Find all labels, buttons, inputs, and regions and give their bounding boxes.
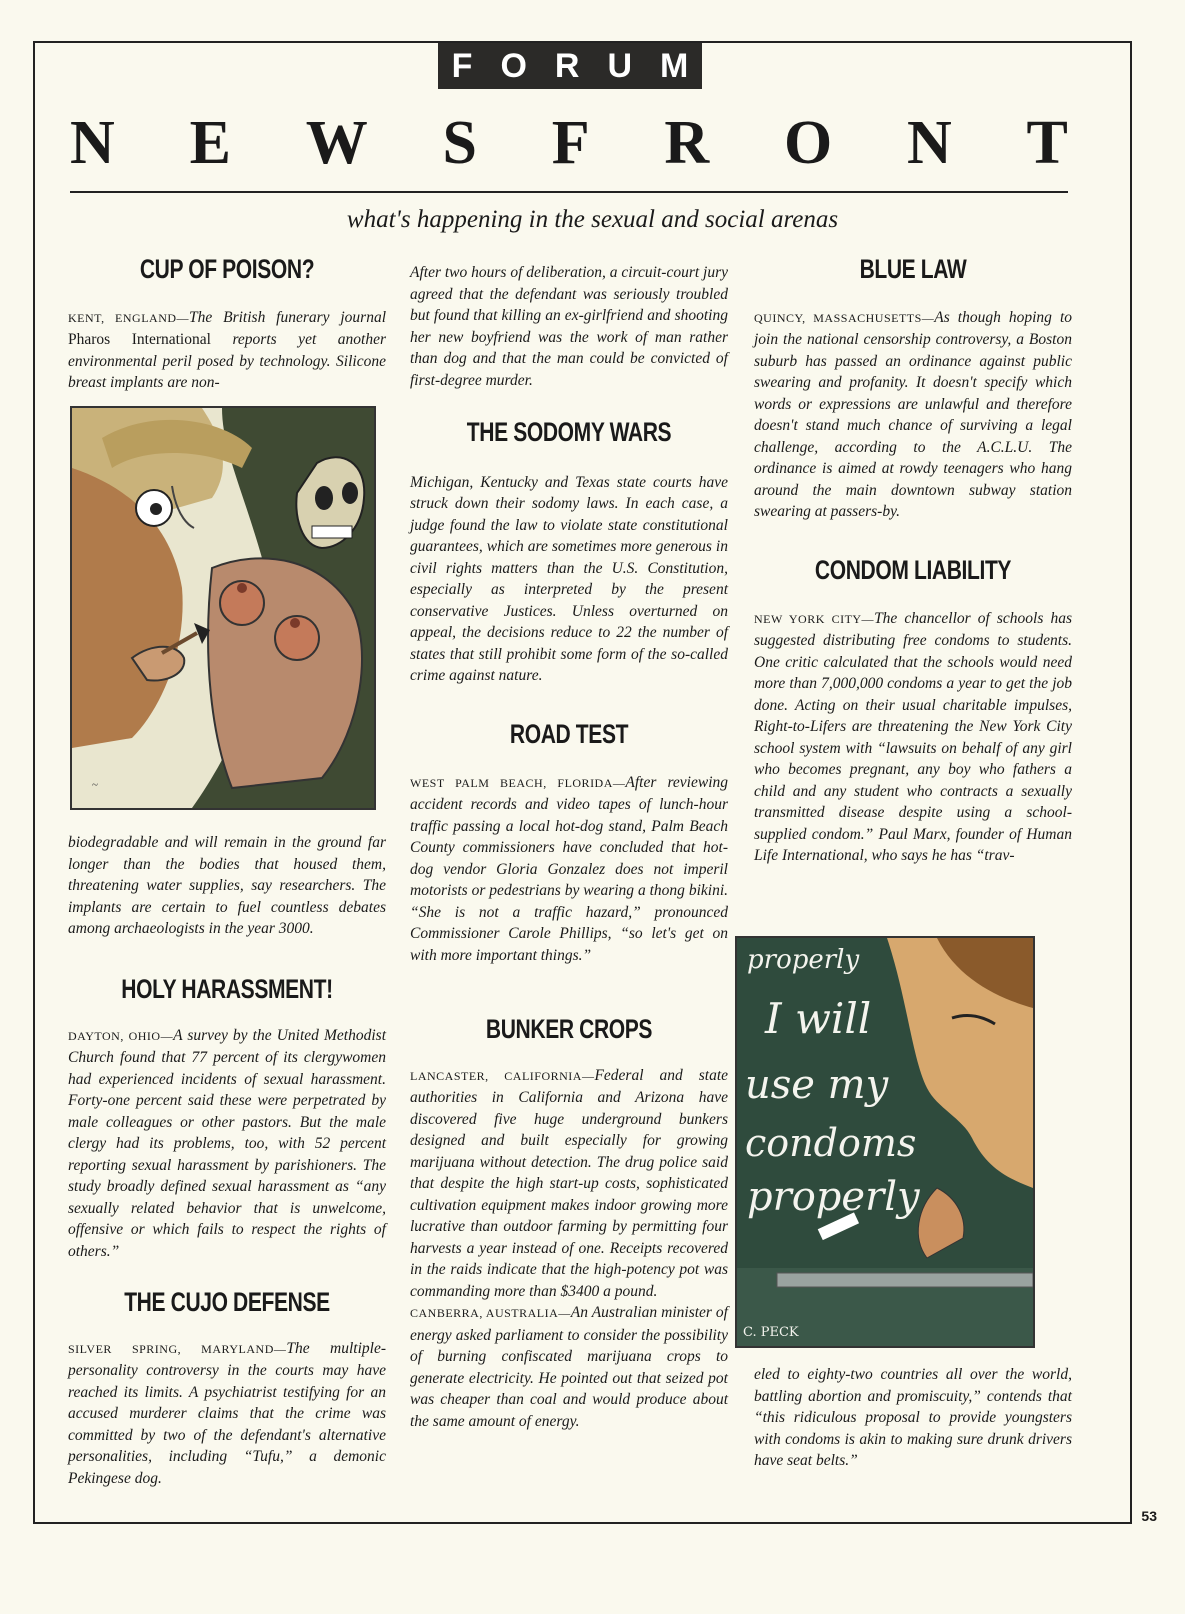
headline: ROAD TEST xyxy=(509,719,629,749)
article-text: After two hours of deliberation, a circuit-court jury agreed that the defendant was seriously troubled but found that killing an ex-girlfriend and shooting her new boyfriend was the work of man rather than dog and that the man could be convicted of first-degree murder. xyxy=(410,264,729,389)
headline: BUNKER CROPS xyxy=(485,1014,653,1044)
article-cup-of-poison xyxy=(68,255,386,394)
masthead-letter: N xyxy=(906,109,952,177)
masthead-letter: S xyxy=(442,109,477,177)
publication-name: Pharos International xyxy=(68,331,211,349)
masthead-letter: W xyxy=(305,109,368,177)
forum-section-tab: FORUM xyxy=(438,43,702,89)
article-text: DAYTON, OHIO—A survey by the United Methodist Church found that 77 percent of its clergywomen had experienced incidents of sexual harassment. Forty-one percent said these were perpetrated by male colleagues or other pastors. But the male clergy had its problems, too, with 52 percent reporting sexual harassment by parishioners. The study broadly defined sexual harassment as “any sexually related behavior that is unwelcome, offensive or which fails to respect the rights of others.” xyxy=(68,1026,386,1260)
chalk-line-5: properly xyxy=(747,1174,920,1220)
dateline: NEW YORK CITY— xyxy=(754,611,875,626)
implant-illustration xyxy=(70,406,376,810)
newsfront-masthead xyxy=(70,109,1068,177)
masthead-letter: F xyxy=(551,109,590,177)
masthead-letter: O xyxy=(783,109,833,177)
masthead-letter: N xyxy=(70,109,115,177)
article-text: biodegradable and will remain in the ground far longer than the bodies that housed them, threatening water supplies, say researchers. The implants are certain to fuel countless debates among archaeologists in the year 3000. xyxy=(68,834,386,937)
masthead-letter: T xyxy=(1026,109,1068,177)
article-blue-law xyxy=(754,255,1072,523)
article-text: SILVER SPRING, MARYLAND—The multiple-personality controversy in the courts may have reached its limits. A psychiatrist testifying for an accused murderer claims that the crime was committed by two of the defendant's alternative personalities, including “Tufu,” a demonic Pekingese dog. xyxy=(68,1339,386,1487)
dateline: LANCASTER, CALIFORNIA— xyxy=(410,1068,595,1083)
headline: HOLY HARASSMENT! xyxy=(121,974,333,1004)
article-text: KENT, ENGLAND—The British funerary journal Pharos International reports yet another environmental peril posed by technology. Silicone breast implants are non- xyxy=(68,308,386,392)
artist-signature: C. PECK xyxy=(743,1325,799,1340)
tagline: what's happening in the sexual and social arenas xyxy=(346,206,839,233)
article-sodomy-wars xyxy=(410,418,728,687)
article-bunker-crops xyxy=(410,1015,728,1432)
headline: THE CUJO DEFENSE xyxy=(124,1287,330,1317)
article-text: Michigan, Kentucky and Texas state courts have struck down their sodomy laws. In each case, a judge found the law to violate state constitutional guarantees, which are sometimes more generous in civil rights matters than the U.S. Constitution, especially as interpreted by the present conservative Justices. Unless overturned on appeal, the decisions reduce to 22 the number of states that still prohibit some form of the so-called crime against nature. xyxy=(410,473,728,685)
article-cujo-defense xyxy=(68,1288,386,1489)
article-cujo-defense-continued xyxy=(410,262,728,391)
masthead-letter: R xyxy=(664,109,710,177)
dateline: DAYTON, OHIO— xyxy=(68,1028,174,1043)
masthead-letter: E xyxy=(189,109,231,177)
dateline: WEST PALM BEACH, FLORIDA— xyxy=(410,775,626,790)
chalk-line-3: use my xyxy=(745,1062,889,1108)
chalk-line-1: properly xyxy=(747,945,860,975)
headline: CONDOM LIABILITY xyxy=(814,555,1012,585)
article-text: eled to eighty-two countries all over the world, battling abortion and promiscuity,” contends that “this ridiculous proposal to provide youngsters with condoms is akin to making sure drunk drivers have seat belts.” xyxy=(754,1366,1072,1469)
article-cup-of-poison-continued xyxy=(68,832,386,940)
article-text: LANCASTER, CALIFORNIA—Federal and state authorities in California and Arizona have discovered five huge underground bunkers designed and built especially for growing marijuana without detection. The drug police said that despite the high start-up costs, sophisticated cultivation equipment makes indoor growing more lucrative than outdoor farming by permitting four harvests a year instead of one. Receipts recovered in the raids indicate that the high-potency pot was commanding more than $3400 a pound. xyxy=(410,1066,729,1300)
headline: CUP OF POISON? xyxy=(139,254,315,284)
article-text: CANBERRA, AUSTRALIA—An Australian minister of energy asked parliament to consider the possibility of burning confiscated marijuana crops to generate electricity. He pointed out that seized pot was cheaper than coal and would produce about the same amount of energy. xyxy=(410,1304,728,1430)
dateline: QUINCY, MASSACHUSETTS— xyxy=(754,310,935,325)
article-text: NEW YORK CITY—The chancellor of schools has suggested distributing free condoms to students. One critic calculated that the schools would need more than 7,000,000 condoms a year to get the job done. Acting on their usual charitable impulses, Right-to-Lifers are threatening the New York City school system with “lawsuits on behalf of any girl who becomes pregnant, any boy who fathers a child and any student who contracts a sexually transmitted disease despite using a school-supplied condom.” Paul Marx, founder of Human Life International, who says he has “trav- xyxy=(754,609,1072,865)
chalk-line-2: I will xyxy=(765,994,872,1043)
chalkboard-illustration xyxy=(735,936,1035,1348)
masthead-rule xyxy=(70,191,1068,193)
headline: THE SODOMY WARS xyxy=(466,417,672,447)
article-holy-harassment xyxy=(68,975,386,1262)
page-number: 53 xyxy=(1141,1508,1157,1524)
article-condom-liability-continued xyxy=(754,1364,1072,1472)
article-text: WEST PALM BEACH, FLORIDA—After reviewing accident records and video tapes of lunch-hour traffic passing a local hot-dog stand, Palm Beach County commissioners have concluded that hot-dog vendor Gloria Gonzalez does not imperil motorists or pedestrians by wearing a thong bikini. “She is not a traffic hazard,” pronounced Commissioner Carole Phillips, “so let's get on with more important things.” xyxy=(410,773,729,964)
dateline: CANBERRA, AUSTRALIA— xyxy=(410,1306,571,1321)
article-road-test xyxy=(410,720,728,966)
article-condom-liability xyxy=(754,556,1072,867)
chalk-line-4: condoms xyxy=(745,1121,917,1165)
article-text: QUINCY, MASSACHUSETTS—As though hoping to join the national censorship controversy, a Boston suburb has passed an ordinance against public swearing and profanity. It doesn't specify which words or expressions are unlawful and therefore doesn't stand much chance of surviving a legal challenge, according to the A.C.L.U. The ordinance is aimed at rowdy teenagers who hang around the main downtown subway station swearing at passers-by. xyxy=(754,308,1072,521)
svg-text:~: ~ xyxy=(92,779,98,791)
dateline: SILVER SPRING, MARYLAND— xyxy=(68,1341,287,1356)
dateline: KENT, ENGLAND— xyxy=(68,310,190,325)
headline: BLUE LAW xyxy=(859,254,967,284)
